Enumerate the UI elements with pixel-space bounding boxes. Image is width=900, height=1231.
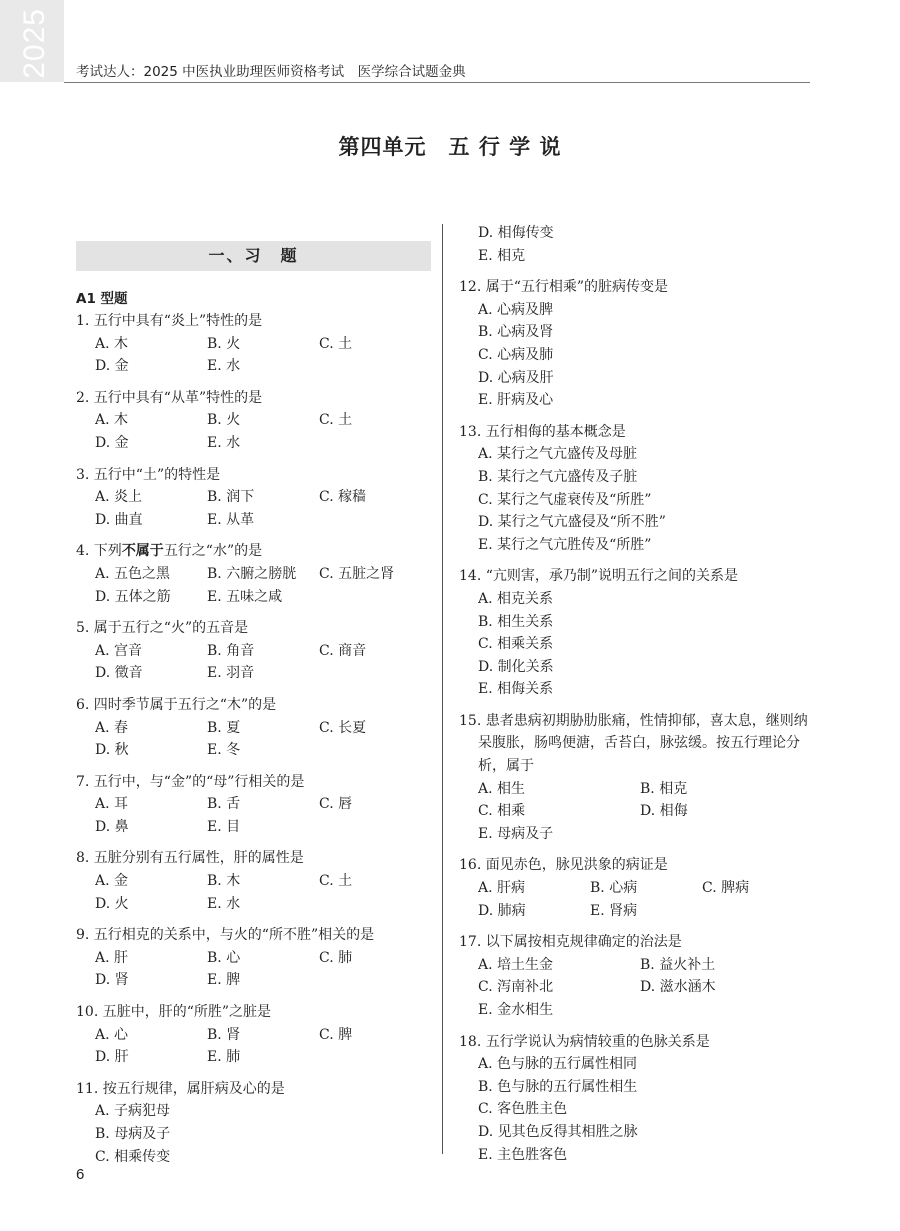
option-list	[459, 954, 819, 1022]
option-list	[459, 1053, 819, 1166]
question-stem: 7. 五行中，与“金”的“母”行相关的是	[76, 773, 305, 790]
question-item	[76, 924, 431, 992]
question-item	[76, 847, 431, 915]
answer-option: E. 水	[207, 358, 241, 375]
option-list	[459, 778, 819, 846]
answer-option: C. 某行之气虚衰传及“所胜”	[478, 491, 652, 508]
answer-option: C. 脾	[319, 1026, 353, 1043]
answer-option: D. 滋水涵木	[640, 979, 716, 996]
answer-option: D. 五体之筋	[95, 588, 171, 605]
right-column	[459, 222, 819, 1175]
answer-option: E. 肾病	[590, 902, 638, 919]
answer-option: C. 土	[319, 335, 353, 352]
question-item	[459, 565, 819, 701]
answer-option: B. 火	[207, 335, 241, 352]
answer-option: B. 心病及肾	[478, 324, 554, 341]
answer-option: B. 肾	[207, 1026, 241, 1043]
answer-option: E. 某行之气亢胜传及“所胜”	[478, 536, 652, 553]
question-item	[76, 310, 431, 378]
answer-option: A. 木	[95, 335, 129, 352]
emphasis-text: 不属于	[121, 543, 164, 560]
answer-option: B. 夏	[207, 719, 241, 736]
answer-option: D. 秋	[95, 742, 129, 759]
answer-option: D. 制化关系	[478, 658, 554, 675]
answer-option: C. 心病及肺	[478, 346, 554, 363]
answer-option: C. 客色胜主色	[478, 1101, 568, 1118]
answer-option: C. 长夏	[319, 719, 367, 736]
answer-option: A. 宫音	[95, 642, 143, 659]
question-item	[76, 1078, 431, 1168]
column-divider	[442, 224, 443, 1154]
answer-option: E. 金水相生	[478, 1002, 554, 1018]
answer-option: D. 金	[95, 434, 129, 451]
option-list	[76, 640, 431, 685]
answer-option: A. 木	[95, 412, 129, 429]
option-list	[76, 947, 431, 992]
answer-option: E. 主色胜客色	[478, 1146, 568, 1163]
year-tab	[0, 0, 64, 82]
answer-option: E. 水	[207, 895, 241, 912]
question-item	[76, 540, 431, 608]
section-title: 一、习 题	[76, 241, 431, 271]
answer-option: B. 润下	[207, 489, 255, 506]
answer-option: D. 火	[95, 895, 129, 912]
question-stem: 8. 五脏分别有五行属性，肝的属性是	[76, 850, 304, 867]
answer-option: E. 五味之咸	[207, 588, 283, 605]
option-list	[76, 333, 431, 378]
answer-option: D. 见其色反得其相胜之脉	[478, 1123, 638, 1140]
answer-option: D. 相侮传变	[478, 225, 554, 241]
question-stem: 17. 以下属按相克规律确定的治法是	[459, 934, 682, 951]
answer-option: E. 目	[207, 818, 241, 835]
answer-option: D. 肺病	[478, 902, 526, 919]
answer-option: D. 相侮	[640, 803, 688, 820]
answer-option: B. 角音	[207, 642, 255, 659]
answer-option: B. 母病及子	[95, 1126, 171, 1142]
answer-option: B. 六腑之膀胱	[207, 565, 297, 582]
question-stem: 9. 五行相克的关系中，与火的“所不胜”相关的是	[76, 927, 375, 944]
answer-option: E. 肝病及心	[478, 392, 554, 409]
question-item	[459, 222, 819, 267]
question-item	[76, 694, 431, 762]
question-stem: 3. 五行中“土”的特性是	[76, 466, 221, 483]
answer-option: A. 肝	[95, 949, 129, 966]
option-list	[459, 443, 819, 556]
answer-option: D. 肾	[95, 972, 129, 989]
answer-option: C. 脾病	[702, 880, 750, 897]
answer-option: D. 心病及肝	[478, 369, 554, 386]
answer-option: C. 稼穑	[319, 489, 367, 506]
option-list	[76, 486, 431, 531]
year-tab-text: 2025	[18, 8, 51, 79]
question-type-label: A1 型题	[76, 291, 128, 307]
option-list	[76, 1024, 431, 1069]
question-stem: 6. 四时季节属于五行之“木”的是	[76, 696, 277, 713]
answer-option: B. 心病	[590, 880, 638, 897]
question-item	[459, 931, 819, 1021]
question-item	[459, 421, 819, 557]
answer-option: A. 炎上	[95, 489, 143, 506]
answer-option: A. 春	[95, 719, 129, 736]
option-list	[459, 222, 819, 267]
question-stem: 18. 五行学说认为病情较重的色脉关系是	[459, 1033, 710, 1050]
right-question-list	[459, 222, 819, 1166]
question-stem: 10. 五脏中，肝的“所胜”之脏是	[76, 1004, 272, 1021]
left-column	[76, 222, 431, 1177]
answer-option: C. 相乘传变	[95, 1148, 171, 1165]
option-list	[76, 870, 431, 915]
answer-option: B. 木	[207, 873, 241, 890]
answer-option: E. 冬	[207, 742, 241, 759]
answer-option: E. 母病及子	[478, 825, 554, 842]
answer-option: A. 心病及脾	[478, 301, 554, 318]
option-list	[459, 588, 819, 701]
answer-option: D. 鼻	[95, 818, 129, 835]
question-stem: 14. “亢则害，承乃制”说明五行之间的关系是	[459, 568, 739, 585]
answer-option: C. 商音	[319, 642, 367, 659]
option-list	[76, 717, 431, 762]
option-list	[459, 877, 819, 922]
question-item	[459, 854, 819, 922]
question-item	[459, 276, 819, 412]
answer-option: A. 某行之气亢盛传及母脏	[478, 446, 638, 463]
header-rule	[64, 82, 810, 83]
answer-option: B. 火	[207, 412, 241, 429]
answer-option: E. 肺	[207, 1049, 241, 1066]
answer-option: A. 金	[95, 873, 129, 890]
question-item	[76, 464, 431, 532]
answer-option: E. 相克	[478, 247, 526, 264]
option-list	[76, 409, 431, 454]
question-item	[76, 617, 431, 685]
answer-option: A. 色与脉的五行属性相同	[478, 1056, 638, 1073]
answer-option: C. 肺	[319, 949, 353, 966]
question-item	[76, 1001, 431, 1069]
answer-option: D. 徵音	[95, 665, 143, 682]
question-item	[459, 710, 819, 846]
answer-option: C. 相乘	[478, 803, 526, 820]
answer-option: B. 相克	[640, 780, 688, 797]
answer-option: E. 羽音	[207, 665, 255, 682]
question-item	[76, 771, 431, 839]
answer-option: B. 舌	[207, 796, 241, 813]
question-stem: 15. 患者患病初期胁肋胀痛，性情抑郁，喜太息，继则纳呆腹胀，肠鸣便溏，舌苔白，脉弦缓。按五行理论分析，属于	[459, 712, 808, 775]
answer-option: E. 水	[207, 434, 241, 451]
answer-option: C. 土	[319, 873, 353, 890]
option-list	[459, 299, 819, 412]
answer-option: A. 相克关系	[478, 590, 554, 607]
answer-option: D. 金	[95, 358, 129, 375]
option-list	[76, 1100, 431, 1168]
answer-option: B. 心	[207, 949, 241, 966]
running-header: 考试达人：2025 中医执业助理医师资格考试 医学综合试题金典	[76, 64, 466, 80]
answer-option: A. 心	[95, 1026, 129, 1043]
answer-option: E. 相侮关系	[478, 681, 554, 698]
question-stem: 2. 五行中具有“从革”特性的是	[76, 389, 263, 406]
question-item	[459, 1031, 819, 1167]
page-number: 6	[76, 1166, 85, 1183]
answer-option: A. 耳	[95, 796, 129, 813]
option-list	[76, 563, 431, 608]
question-stem: 12. 属于“五行相乘”的脏病传变是	[459, 279, 669, 296]
option-list	[76, 793, 431, 838]
answer-option: A. 肝病	[478, 880, 526, 897]
unit-title: 第四单元 五 行 学 说	[338, 135, 562, 159]
answer-option: E. 从革	[207, 511, 255, 528]
left-question-list	[76, 310, 431, 1168]
answer-option: C. 五脏之肾	[319, 565, 395, 582]
question-stem: 5. 属于五行之“火”的五音是	[76, 620, 249, 637]
question-item	[76, 387, 431, 455]
question-stem: 1. 五行中具有“炎上”特性的是	[76, 313, 263, 329]
answer-option: D. 某行之气亢盛侵及“所不胜”	[478, 514, 666, 531]
answer-option: E. 脾	[207, 972, 241, 989]
answer-option: B. 相生关系	[478, 613, 554, 630]
answer-option: D. 曲直	[95, 511, 143, 528]
answer-option: C. 泻南补北	[478, 979, 554, 996]
answer-option: C. 相乘关系	[478, 636, 554, 653]
answer-option: D. 肝	[95, 1049, 129, 1066]
answer-option: A. 子病犯母	[95, 1103, 171, 1120]
answer-option: C. 土	[319, 412, 353, 429]
answer-option: A. 相生	[478, 780, 526, 797]
question-stem: 11. 按五行规律，属肝病及心的是	[76, 1080, 285, 1097]
question-stem: 4. 下列不属于五行之“水”的是	[76, 543, 263, 560]
answer-option: B. 某行之气亢盛传及子脏	[478, 468, 638, 485]
answer-option: B. 色与脉的五行属性相生	[478, 1078, 638, 1095]
question-stem: 13. 五行相侮的基本概念是	[459, 423, 626, 440]
answer-option: C. 唇	[319, 796, 353, 813]
question-stem: 16. 面见赤色，脉见洪象的病证是	[459, 857, 668, 874]
answer-option: B. 益火补土	[640, 956, 716, 973]
answer-option: A. 五色之黑	[95, 565, 171, 582]
answer-option: A. 培土生金	[478, 956, 554, 973]
